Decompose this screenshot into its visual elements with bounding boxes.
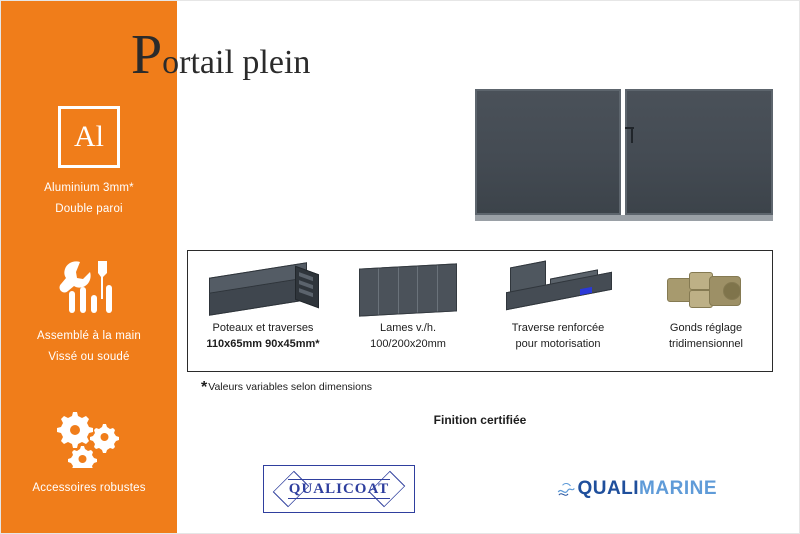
- aluminium-square-icon: [58, 106, 120, 168]
- sidebar-label-robust-accessories: Accessoires robustes: [32, 482, 146, 494]
- component-caption-line1: Gonds réglage: [669, 322, 743, 334]
- gears-icon: [1, 406, 177, 470]
- component-posts-crossbars: [188, 251, 338, 373]
- qualimarine-logo: [557, 469, 717, 509]
- qualimarine-label-b: MARINE: [639, 478, 717, 499]
- component-slats: [338, 251, 478, 373]
- component-reinforced-crossbar: [478, 251, 638, 373]
- slats-art: [338, 259, 478, 321]
- page-title-rest: ortail plein: [162, 44, 311, 81]
- component-caption-line1: Traverse renforcée: [511, 322, 605, 334]
- qualicoat-logo: [263, 465, 415, 513]
- aluminium-symbol-label: Al: [74, 120, 104, 153]
- sidebar-label-double-wall: Double paroi: [55, 203, 123, 216]
- gate-leaf-left: [475, 89, 621, 215]
- page-title-initial: P: [131, 24, 163, 86]
- qualicoat-label: QUALICOAT: [288, 480, 390, 497]
- wave-icon: [557, 474, 575, 504]
- footnote-text: Valeurs variables selon dimensions: [208, 381, 373, 393]
- component-caption-line2: tridimensionnel: [669, 337, 743, 350]
- components-panel: [187, 250, 773, 372]
- certification-heading: Finition certifiée: [433, 413, 527, 427]
- gate-ground-line: [475, 215, 773, 221]
- sidebar-label-handmade: Assemblé à la main: [37, 330, 141, 342]
- sidebar-block-assembly: [1, 254, 177, 363]
- sidebar-block-aluminium: [1, 106, 177, 215]
- component-caption-line2: pour motorisation: [515, 337, 601, 350]
- component-caption-line1: Poteaux et traverses: [212, 322, 314, 334]
- gate-illustration: [475, 89, 773, 221]
- sidebar-label-screwed-welded: Vissé ou soudé: [48, 351, 130, 364]
- sidebar-block-accessories: [1, 406, 177, 494]
- reinforced-crossbar-art: [478, 259, 638, 321]
- tools-icon: [1, 254, 177, 318]
- gate-handle-stem: [631, 127, 633, 143]
- component-caption-line1: Lames v./h.: [379, 322, 437, 334]
- gate-leaf-right: [625, 89, 773, 215]
- component-caption-line2: 110x65mm 90x45mm*: [206, 337, 320, 350]
- footnote: [201, 379, 372, 397]
- page-title: [131, 24, 311, 86]
- component-hinges: [638, 251, 774, 373]
- posts-and-crossbars-art: [188, 259, 338, 321]
- qualimarine-label-a: QUALI: [577, 478, 640, 499]
- sidebar-label-aluminium-thickness: Aluminium 3mm*: [44, 182, 134, 194]
- footnote-star: *: [201, 379, 208, 396]
- component-caption-line2: 100/200x20mm: [370, 337, 446, 350]
- hinge-art: [638, 259, 774, 321]
